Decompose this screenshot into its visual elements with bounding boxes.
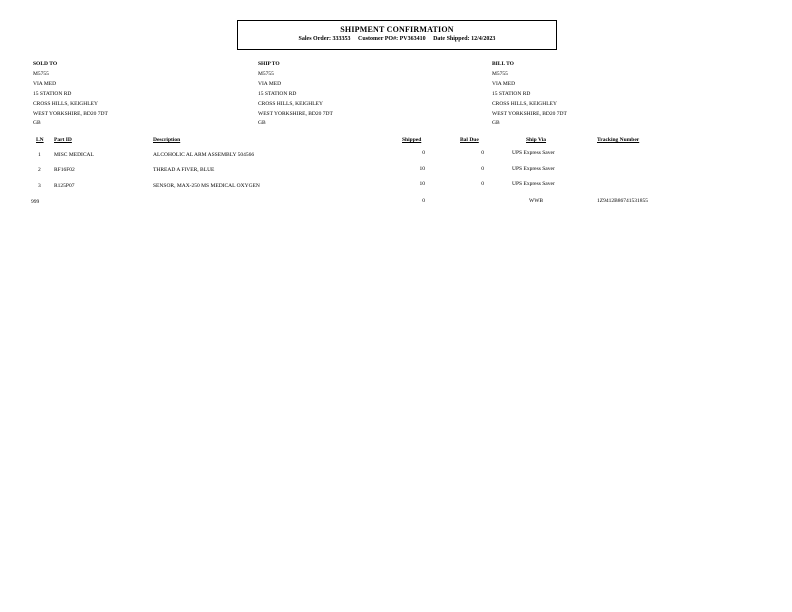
cell-description: SENSOR, MAX-250 MS MEDICAL OXYGEN: [153, 183, 260, 189]
cell-shipped: 10: [419, 166, 425, 172]
address-line: GB: [258, 120, 266, 127]
cell-part-id: R125P07: [54, 183, 75, 189]
address-line: 15 STATION RD: [258, 90, 297, 97]
address-line: CROSS HILLS, KEIGHLEY: [33, 100, 98, 107]
cell-ln: 1: [38, 152, 41, 158]
address-line: 15 STATION RD: [492, 90, 531, 97]
address-line: CROSS HILLS, KEIGHLEY: [492, 100, 557, 107]
col-header-ship-via: Ship Via: [526, 137, 547, 143]
cell-ln: 2: [38, 167, 41, 173]
ship-to-block: [258, 60, 333, 129]
cell-bal-due: 0: [481, 181, 484, 187]
cell-description: THREAD A FIVER, BLUE: [153, 167, 215, 173]
cell-ship-via: UPS Express Saver: [512, 150, 555, 156]
cell-part-id: RF16F02: [54, 167, 75, 173]
address-line: WEST YORKSHIRE, BD20 7DT: [492, 110, 567, 117]
address-line: 15 STATION RD: [33, 90, 72, 97]
cell-ship-via: UPS Express Saver: [512, 181, 555, 187]
cell-shipped: 10: [419, 181, 425, 187]
col-header-tracking: Tracking Number: [597, 137, 640, 143]
cell-tracking: 1Z9412B86741531855: [597, 198, 649, 204]
col-header-part-id: Part ID: [54, 137, 72, 143]
address-line: M5755: [492, 70, 508, 77]
cell-bal-due: 0: [481, 166, 484, 172]
address-line: WEST YORKSHIRE, BD20 7DT: [33, 110, 108, 117]
address-line: M5755: [33, 70, 49, 77]
sales-order: Sales Order: 333353: [298, 36, 351, 42]
col-header-description: Description: [153, 137, 181, 143]
address-line: GB: [492, 120, 500, 127]
address-line: VIA MED: [33, 80, 57, 87]
col-header-shipped: Shipped: [402, 137, 422, 143]
col-header-bal-due: Bal Due: [460, 137, 479, 143]
cell-description: ALCOHOLIC AL ARM ASSEMBLY 504566: [153, 152, 255, 158]
sold-to-label: SOLD TO: [33, 61, 58, 67]
address-line: M5755: [258, 70, 274, 77]
order-info: [238, 36, 556, 42]
cell-ln: 3: [38, 183, 41, 189]
cell-ln: 999: [31, 199, 40, 205]
cell-ship-via: WWB: [529, 198, 544, 204]
cell-part-id: MISC MEDICAL: [54, 152, 94, 158]
document-title: SHIPMENT CONFIRMATION: [340, 25, 454, 34]
bill-to-label: BILL TO: [492, 61, 514, 67]
header-box: [237, 20, 557, 50]
col-header-ln: LN: [36, 137, 44, 143]
customer-po: Customer PO#: PV363410: [358, 36, 426, 42]
sold-to-block: [33, 60, 108, 129]
cell-bal-due: 0: [481, 150, 484, 156]
bill-to-block: [492, 60, 567, 129]
cell-shipped: 0: [422, 150, 425, 156]
cell-shipped: 0: [422, 198, 425, 204]
address-line: VIA MED: [492, 80, 516, 87]
cell-ship-via: UPS Express Saver: [512, 166, 555, 172]
date-shipped: Date Shipped: 12/4/2023: [433, 36, 496, 42]
address-line: WEST YORKSHIRE, BD20 7DT: [258, 110, 333, 117]
ship-to-label: SHIP TO: [258, 61, 280, 67]
address-line: VIA MED: [258, 80, 282, 87]
address-line: CROSS HILLS, KEIGHLEY: [258, 100, 323, 107]
address-line: GB: [33, 120, 41, 127]
